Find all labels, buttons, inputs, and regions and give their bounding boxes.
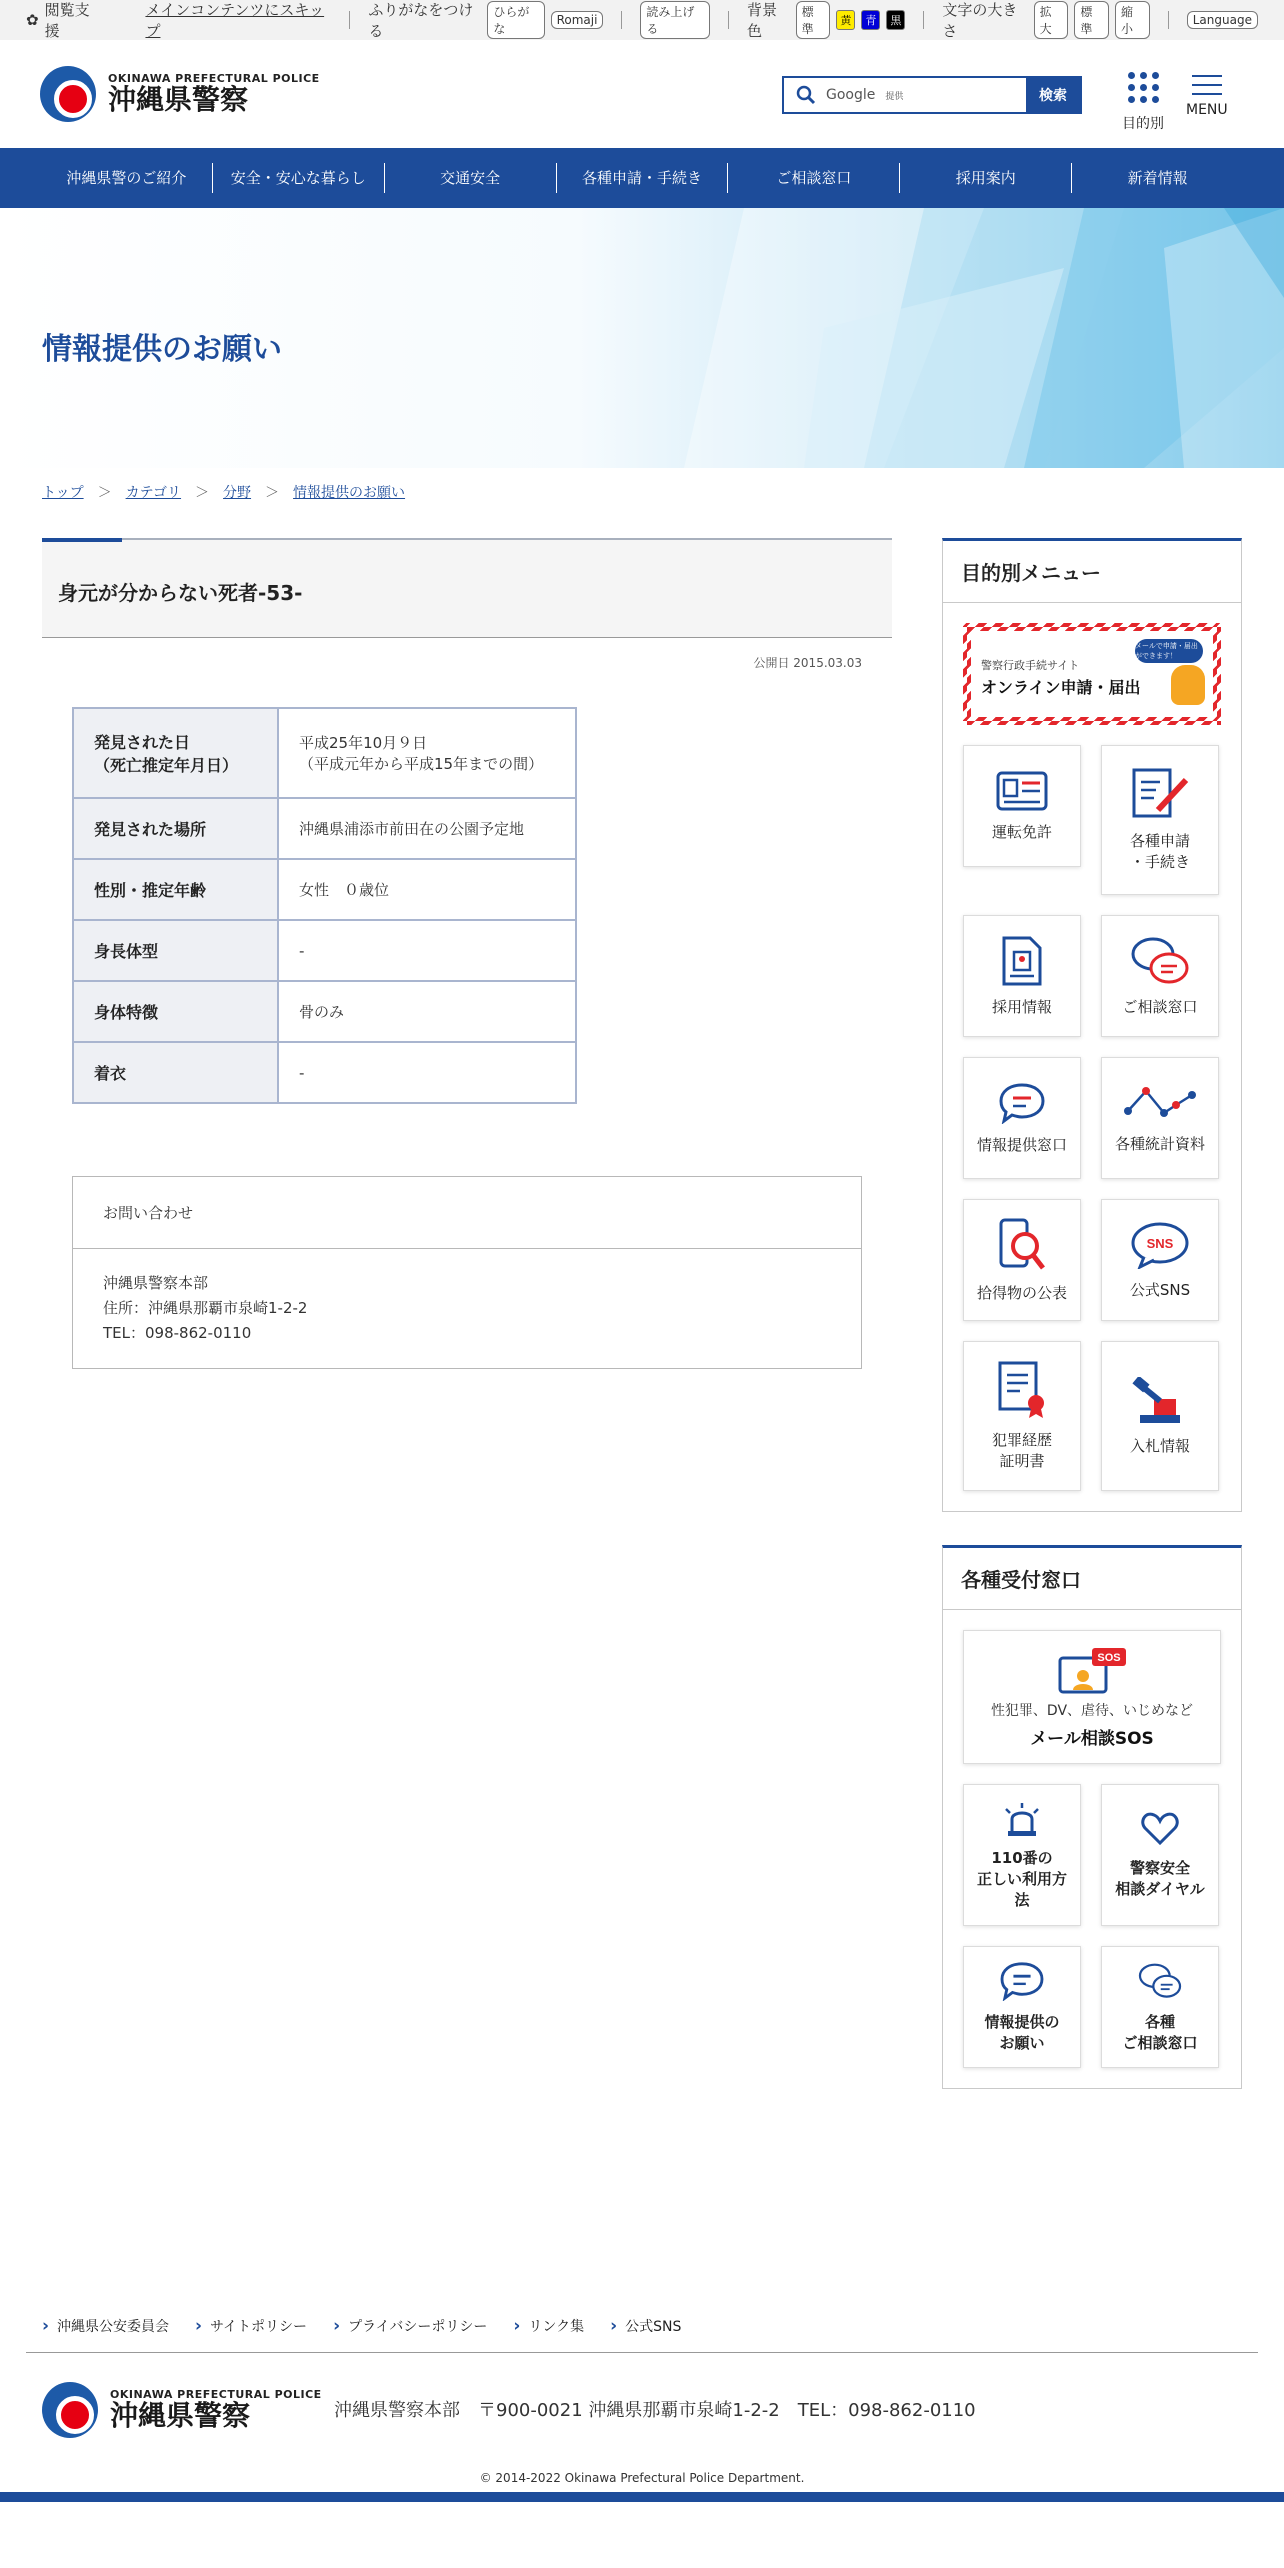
row-value: 骨のみ — [278, 981, 576, 1042]
divider — [349, 11, 350, 29]
utility-bar — [0, 0, 1284, 40]
bg-color-label: 背景色 — [746, 1, 777, 40]
purpose-item-label: 情報提供窓口 — [976, 1135, 1067, 1154]
read-aloud-button[interactable]: 読み上げる — [640, 1, 710, 39]
grid-dots-icon — [1128, 72, 1159, 103]
hero-background-graphic — [624, 208, 1284, 468]
romaji-button[interactable]: Romaji — [551, 11, 604, 29]
furigana-group — [368, 0, 603, 41]
purpose-item-lost-items[interactable] — [963, 1199, 1081, 1321]
table-row — [73, 798, 576, 859]
form-pen-icon — [1130, 768, 1190, 820]
gnav-item-applications[interactable]: 各種申請・手続き — [557, 163, 729, 193]
menu-button[interactable] — [1186, 68, 1228, 118]
page-title: 情報提供のお願い — [42, 332, 282, 367]
banner-main-text: オンライン申請・届出 — [981, 678, 1141, 697]
license-icon — [996, 771, 1048, 811]
bg-standard-button[interactable]: 標準 — [796, 1, 831, 39]
window-item-label: 110番の 正しい利用方 法 — [976, 1848, 1067, 1909]
article-title-box — [42, 538, 892, 638]
hamburger-icon — [1186, 75, 1228, 95]
purpose-item-label: 拾得物の公表 — [976, 1283, 1067, 1302]
footer-link-links[interactable]: › リンク集 — [513, 2316, 584, 2336]
contact-heading: お問い合わせ — [73, 1177, 861, 1249]
row-label: 発見された場所 — [73, 798, 278, 859]
purpose-menu-heading: 目的別メニュー — [943, 541, 1241, 603]
row-value: 沖縄県浦添市前田在の公園予定地 — [278, 798, 576, 859]
purpose-item-recruit[interactable] — [963, 915, 1081, 1037]
police-emblem-icon — [42, 2382, 98, 2438]
row-label: 身体特徴 — [73, 981, 278, 1042]
purpose-menu-panel — [942, 538, 1242, 1512]
divider — [1168, 11, 1169, 29]
purpose-item-info[interactable] — [963, 1057, 1081, 1179]
purpose-item-bid[interactable] — [1101, 1341, 1219, 1491]
purpose-item-applications[interactable] — [1101, 745, 1219, 895]
row-label: 身長体型 — [73, 920, 278, 981]
table-row — [73, 1042, 576, 1103]
footer-bar — [0, 2492, 1284, 2502]
search-input[interactable] — [784, 78, 1026, 112]
footer-address: 沖縄県警察本部 〒900-0021 沖縄県那覇市泉崎1-2-2 TEL：098-862-0110 — [334, 2400, 976, 2421]
breadcrumb — [42, 482, 405, 502]
purpose-item-label: 採用情報 — [991, 997, 1052, 1016]
police-emblem-icon — [40, 66, 96, 122]
chevron-right-icon: ＞ — [97, 485, 112, 501]
gnav-item-consultation[interactable]: ご相談窓口 — [728, 163, 900, 193]
browsing-support-label: 閲覧支援 — [44, 1, 90, 40]
search-icon — [796, 85, 816, 105]
menu-label: MENU — [1186, 102, 1228, 118]
stats-chart-icon — [1122, 1083, 1198, 1123]
provided-label: 提供 — [885, 91, 904, 102]
contact-body — [73, 1249, 861, 1368]
sos-mail-icon — [1056, 1646, 1128, 1696]
main-content — [42, 538, 892, 1369]
gear-icon: ✿ — [26, 11, 39, 29]
purpose-item-stats[interactable] — [1101, 1057, 1219, 1179]
row-label: 着衣 — [73, 1042, 278, 1103]
row-label: 性別・推定年齢 — [73, 859, 278, 920]
hiragana-button[interactable]: ひらがな — [487, 1, 544, 39]
footer-link-site-policy[interactable]: › サイトポリシー — [195, 2316, 307, 2336]
font-size-label: 文字の大きさ — [942, 1, 1018, 40]
footer-divider — [26, 2352, 1258, 2353]
recruit-doc-icon — [1000, 936, 1044, 986]
purpose-item-label: 運転免許 — [991, 822, 1052, 841]
purpose-item-label: 公式SNS — [1129, 1280, 1191, 1299]
published-date: 公開日 2015.03.03 — [753, 656, 862, 670]
purpose-label: 目的別 — [1122, 116, 1164, 132]
footer-logo[interactable] — [42, 2382, 322, 2438]
breadcrumb-current[interactable]: 情報提供のお願い — [293, 485, 406, 501]
contact-org: 沖縄県警察本部 — [103, 1274, 209, 1292]
window-item-label: 情報提供の お願い — [984, 2013, 1060, 2052]
row-value: 女性 ０歳位 — [278, 859, 576, 920]
font-large-button[interactable]: 拡大 — [1034, 1, 1069, 39]
language-button[interactable]: Language — [1187, 11, 1258, 29]
breadcrumb-field[interactable]: 分野 — [223, 485, 252, 501]
contact-box — [72, 1176, 862, 1369]
banner-small-text: 警察行政手続サイト — [981, 659, 1080, 672]
font-size-group — [942, 0, 1149, 41]
window-item-110[interactable] — [963, 1784, 1081, 1926]
info-bubble-icon — [999, 1961, 1045, 2001]
skip-link[interactable]: メインコンテンツにスキップ — [145, 1, 325, 40]
table-row — [73, 859, 576, 920]
reception-grid — [943, 1784, 1241, 2088]
reception-window-heading: 各種受付窓口 — [943, 1548, 1241, 1610]
google-label: Google — [826, 87, 876, 103]
reception-window-panel — [942, 1545, 1242, 2089]
footer-nav — [42, 2316, 681, 2336]
window-item-info-request[interactable] — [963, 1946, 1081, 2068]
divider — [621, 11, 622, 29]
sos-small-text: 性犯罪、DV、虐待、いじめなど — [990, 1702, 1194, 1719]
copyright: © 2014-2022 Okinawa Prefectural Police Department. — [479, 2471, 805, 2485]
purpose-grid — [943, 745, 1241, 1511]
divider — [923, 11, 924, 29]
consult-bubbles-icon — [1137, 1961, 1183, 2001]
row-value: - — [278, 1042, 576, 1103]
purpose-item-label: 犯罪経歴 証明書 — [991, 1431, 1052, 1470]
purpose-item-label: 各種統計資料 — [1114, 1134, 1205, 1153]
bg-black-button[interactable]: 黒 — [886, 10, 905, 30]
contact-tel: TEL：098-862-0110 — [103, 1324, 252, 1342]
mascot-icon — [1171, 665, 1205, 705]
footer-link-privacy[interactable]: › プライバシーポリシー — [333, 2316, 487, 2336]
site-search — [782, 76, 1082, 114]
bid-gavel-icon — [1132, 1377, 1188, 1425]
purpose-item-license[interactable] — [963, 745, 1081, 867]
site-logo[interactable] — [40, 66, 320, 122]
window-item-label: 各種 ご相談窓口 — [1122, 2013, 1198, 2052]
article-title: 身元が分からない死者-53- — [58, 581, 303, 605]
consult-bubbles-icon — [1129, 936, 1191, 986]
row-label: 発見された日 （死亡推定年月日） — [73, 708, 278, 798]
sns-bubble-icon — [1130, 1221, 1190, 1269]
purpose-item-certificate[interactable] — [963, 1341, 1081, 1491]
purpose-item-label: 入札情報 — [1129, 1436, 1190, 1455]
bg-blue-button[interactable]: 青 — [861, 10, 880, 30]
hero-banner — [0, 208, 1284, 468]
siren-icon — [1002, 1801, 1042, 1837]
gnav-item-traffic[interactable]: 交通安全 — [385, 163, 557, 193]
row-value: 平成25年10月９日 （平成元年から平成15年までの間） — [278, 708, 576, 798]
table-row — [73, 920, 576, 981]
gnav-item-news[interactable]: 新着情報 — [1127, 169, 1188, 187]
table-row — [73, 708, 576, 798]
banner-badge: メールで申請・届出ができます！ — [1135, 639, 1203, 663]
window-item-label: 警察安全 相談ダイヤル — [1115, 1859, 1205, 1898]
font-small-button[interactable]: 縮小 — [1115, 1, 1150, 39]
purpose-item-label: ご相談窓口 — [1122, 997, 1198, 1016]
info-table — [72, 707, 577, 1104]
footer-logo-japanese: 沖縄県警察 — [110, 2399, 251, 2433]
footer-logo-english: OKINAWA PREFECTURAL POLICE — [110, 2388, 322, 2402]
font-standard-button[interactable]: 標準 — [1074, 1, 1109, 39]
bg-yellow-button[interactable]: 黄 — [836, 10, 855, 30]
divider — [728, 11, 729, 29]
gnav-item-safety[interactable]: 安全・安心な暮らし — [213, 163, 385, 193]
chevron-right-icon: ＞ — [265, 485, 280, 501]
row-value: - — [278, 920, 576, 981]
mail-sos-card[interactable] — [963, 1630, 1221, 1764]
svg-text:SOS: SOS — [1097, 1651, 1121, 1664]
sos-main-text: メール相談SOS — [1030, 1728, 1154, 1749]
window-item-consult[interactable] — [1101, 1946, 1219, 2068]
bg-color-group — [747, 0, 905, 41]
browsing-support[interactable] — [26, 0, 101, 41]
table-row — [73, 981, 576, 1042]
purpose-item-label: 各種申請 ・手続き — [1129, 832, 1190, 871]
lost-item-search-icon — [997, 1218, 1047, 1272]
chevron-right-icon: ＞ — [195, 485, 210, 501]
logo-japanese: 沖縄県警察 — [108, 83, 249, 117]
site-header — [0, 40, 1284, 148]
gnav-item-about[interactable]: 沖縄県警のご紹介 — [41, 163, 213, 193]
breadcrumb-top[interactable]: トップ — [42, 485, 84, 501]
furigana-label: ふりがなをつける — [368, 1, 474, 40]
svg-text:SNS: SNS — [1146, 1235, 1174, 1251]
breadcrumb-category[interactable]: カテゴリ — [125, 485, 182, 501]
footer-link-commission[interactable]: › 沖縄県公安委員会 — [42, 2316, 169, 2336]
heart-icon — [1140, 1811, 1180, 1847]
gnav-item-recruitment[interactable]: 採用案内 — [900, 163, 1072, 193]
info-bubble-icon — [998, 1082, 1046, 1124]
contact-address: 住所：沖縄県那覇市泉崎1-2-2 — [103, 1299, 308, 1317]
window-item-safety-dial[interactable] — [1101, 1784, 1219, 1926]
certificate-icon — [996, 1361, 1048, 1419]
online-application-banner[interactable] — [963, 623, 1221, 725]
logo-english: OKINAWA PREFECTURAL POLICE — [108, 72, 320, 86]
purpose-item-sns[interactable] — [1101, 1199, 1219, 1321]
global-nav — [0, 148, 1284, 208]
purpose-item-consult[interactable] — [1101, 915, 1219, 1037]
purpose-menu-button[interactable] — [1122, 68, 1164, 133]
search-button[interactable]: 検索 — [1026, 78, 1080, 112]
footer-link-sns[interactable]: › 公式SNS — [610, 2316, 681, 2336]
